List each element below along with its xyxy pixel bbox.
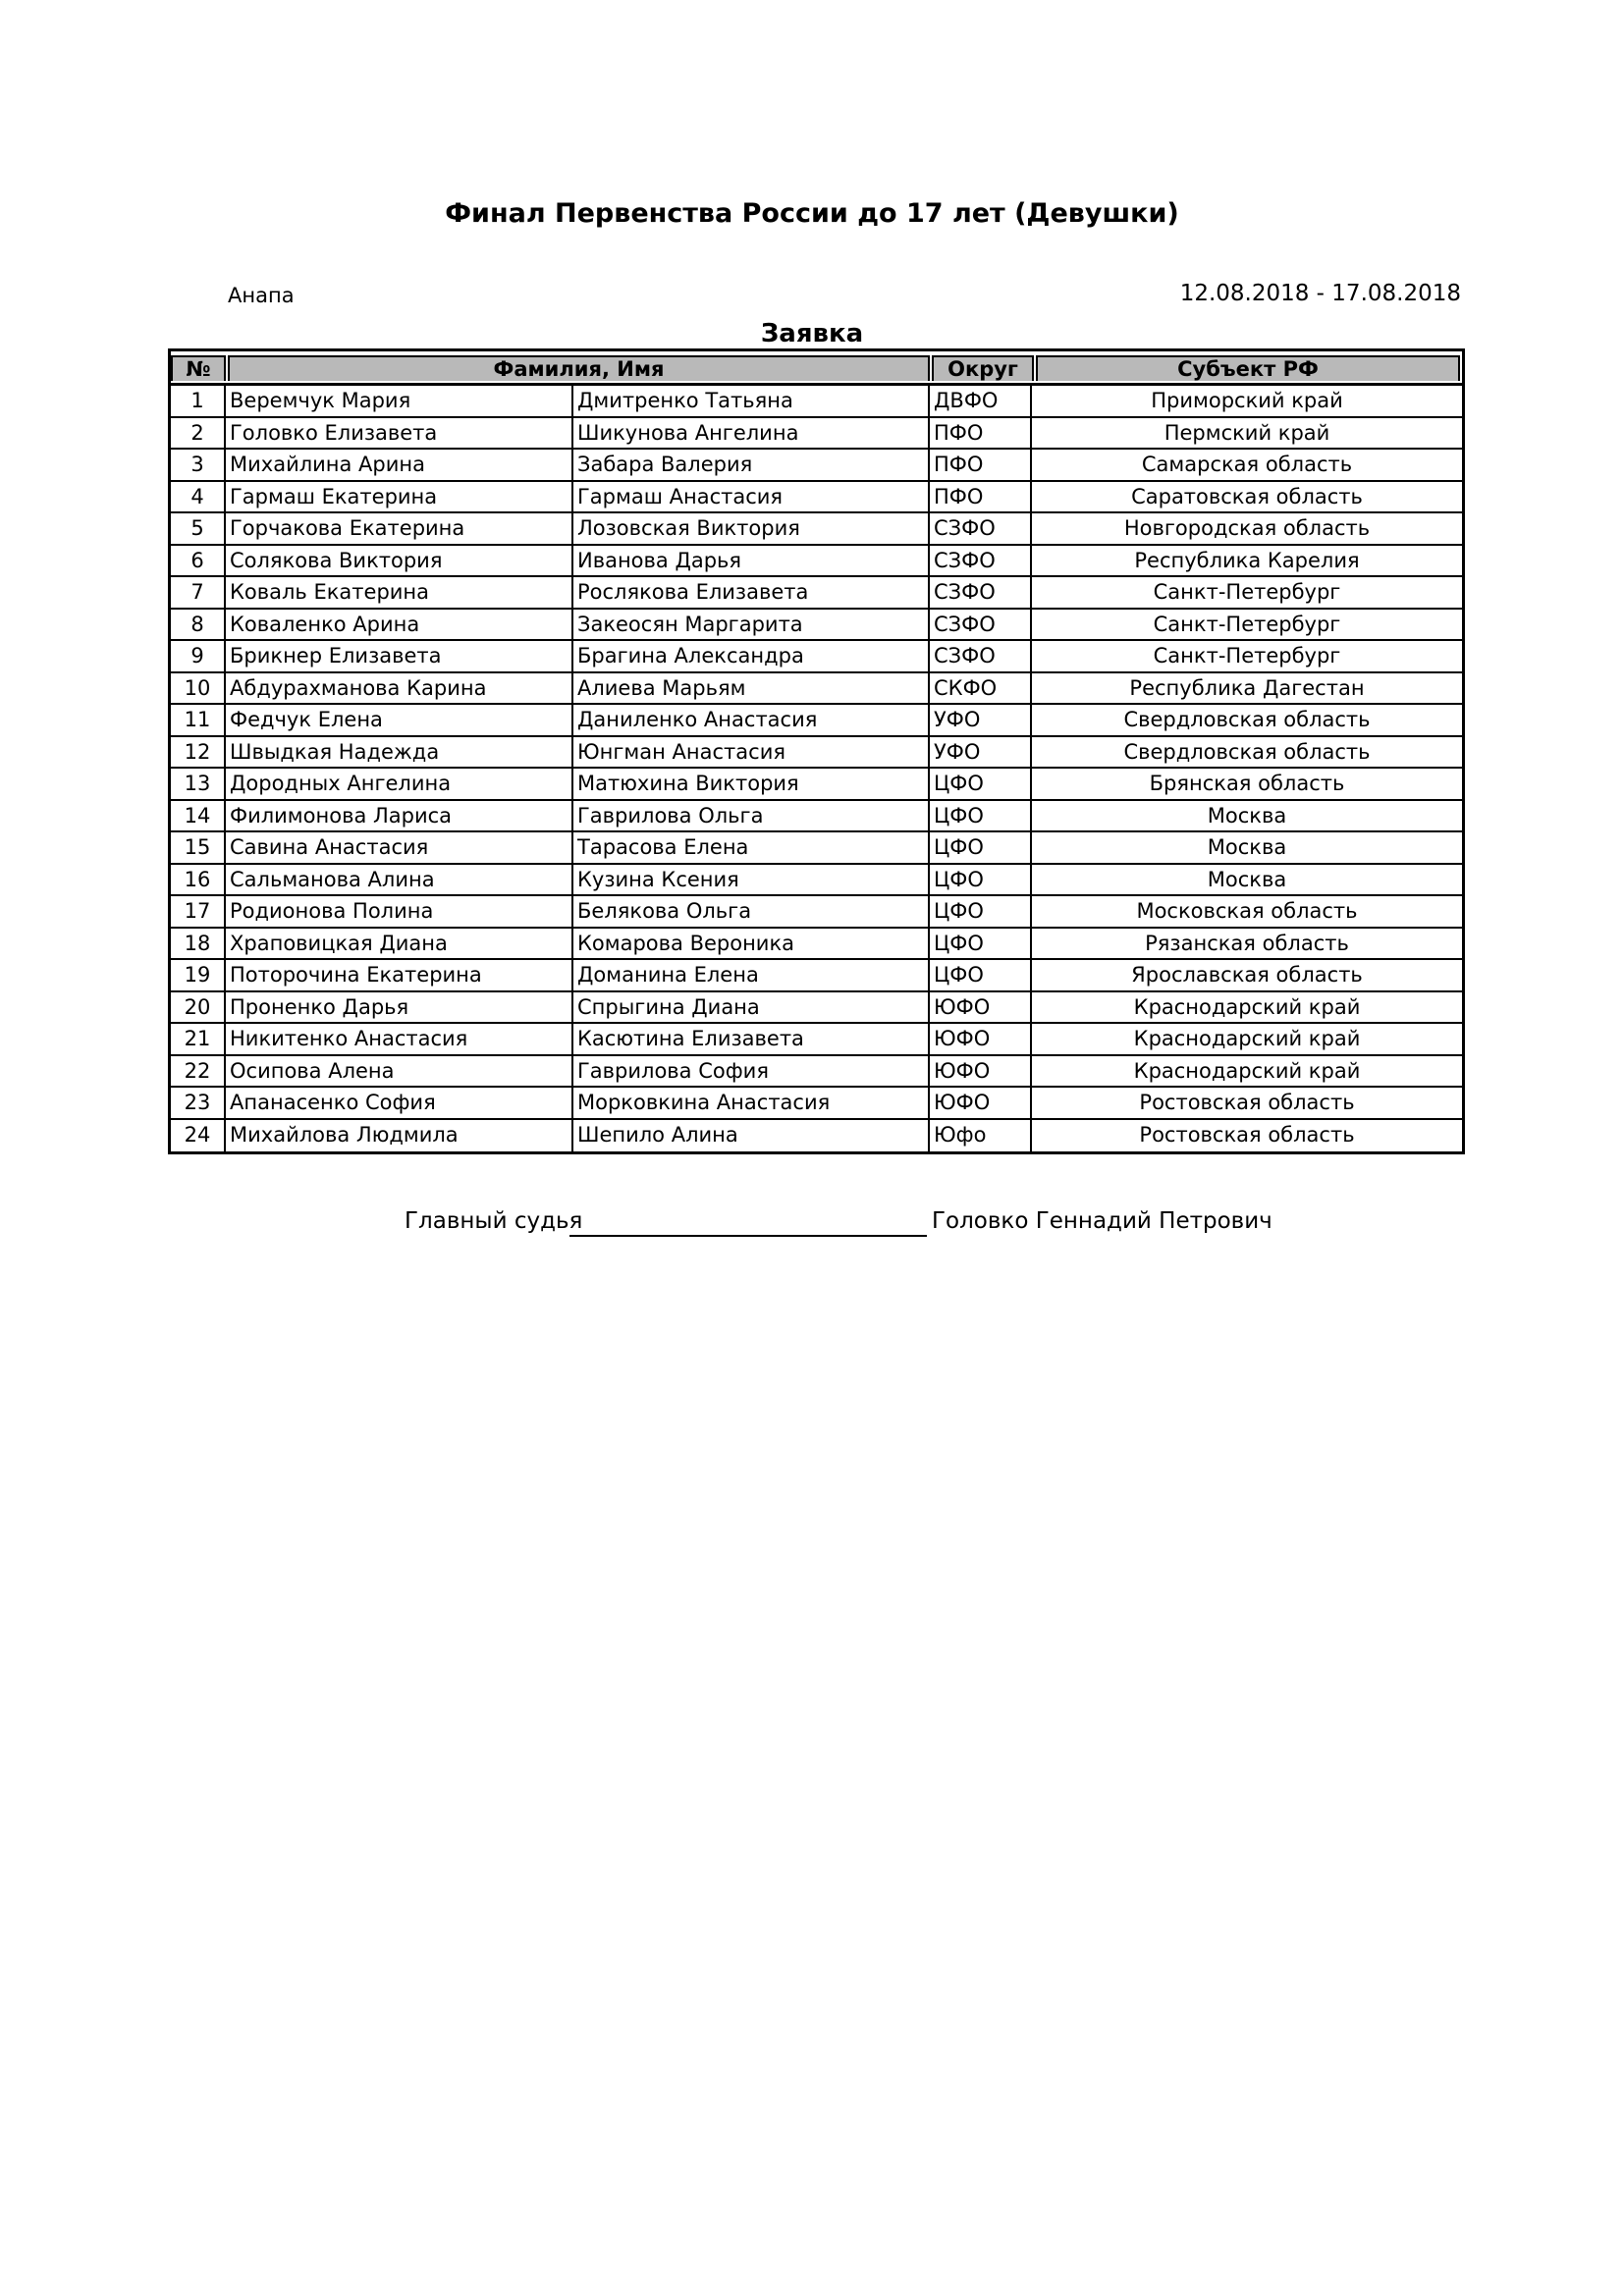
okrug-cell: ЮФО [930,992,1032,1023]
player-2-name: Забара Валерия [573,450,930,480]
okrug-cell: Юфо [930,1120,1032,1152]
player-1-name: Федчук Елена [226,705,573,735]
okrug-cell: ДВФО [930,386,1032,416]
subject-cell: Москва [1207,835,1287,859]
player-1-name: Абдурахманова Карина [226,673,573,704]
okrug-cell: СКФО [930,673,1032,704]
player-2-name: Шепило Алина [573,1120,930,1152]
okrug-cell: ЦФО [930,769,1032,799]
player-1-name: Горчакова Екатерина [226,513,573,544]
player-1-name: Брикнер Елизавета [226,641,573,671]
row-number: 19 [171,960,226,990]
city-label: Анапа [228,284,295,307]
row-number: 10 [171,673,226,704]
subject-cell: Рязанская область [1145,931,1349,955]
subject-cell: Приморский край [1151,389,1343,412]
table-row [171,832,1462,865]
table-row [171,1088,1462,1120]
row-number: 20 [171,992,226,1023]
subject-cell: Саратовская область [1131,484,1363,508]
player-1-name: Дородных Ангелина [226,769,573,799]
subject-cell: Санкт-Петербург [1153,612,1341,636]
table-header [171,351,1462,386]
table-row [171,386,1462,418]
okrug-cell: ЦФО [930,832,1032,863]
player-2-name: Дмитренко Татьяна [573,386,930,416]
player-1-name: Солякова Виктория [226,546,573,576]
player-2-name: Алиева Марьям [573,673,930,704]
subject-cell: Краснодарский край [1133,994,1361,1019]
row-number: 13 [171,769,226,799]
player-1-name: Сальманова Алина [226,865,573,895]
player-1-name: Поторочина Екатерина [226,960,573,990]
table-row [171,865,1462,897]
subject-cell: Свердловская область [1123,708,1371,731]
table-row [171,1056,1462,1089]
row-number: 11 [171,705,226,735]
player-1-name: Головко Елизавета [226,418,573,449]
table-row [171,801,1462,833]
player-1-name: Коваль Екатерина [226,577,573,608]
player-1-name: Гармаш Екатерина [226,482,573,512]
table-row [171,577,1462,610]
player-2-name: Гаврилова Ольга [573,801,930,831]
row-number: 9 [171,641,226,671]
player-1-name: Филимонова Лариса [226,801,573,831]
okrug-cell: ЮФО [930,1056,1032,1087]
row-number: 24 [171,1120,226,1152]
player-2-name: Белякова Ольга [573,896,930,927]
player-1-name: Родионова Полина [226,896,573,927]
okrug-cell: ПФО [930,482,1032,512]
okrug-cell: ЮФО [930,1088,1032,1118]
player-2-name: Брагина Александра [573,641,930,671]
column-header-okrug: Округ [932,355,1034,381]
player-1-name: Веремчук Мария [226,386,573,416]
player-1-name: Проненко Дарья [226,992,573,1023]
player-1-name: Никитенко Анастасия [226,1024,573,1054]
event-dates: 12.08.2018 - 17.08.2018 [1179,281,1461,306]
subject-cell: Ярославская область [1131,963,1363,987]
okrug-cell: СЗФО [930,610,1032,640]
table-row [171,673,1462,706]
table-row [171,450,1462,482]
judge-label: Главный судья [405,1208,583,1234]
okrug-cell: ЦФО [930,960,1032,990]
subject-cell: Москва [1207,803,1287,828]
row-number: 8 [171,610,226,640]
table-row [171,513,1462,546]
table-row [171,737,1462,770]
subject-cell: Новгородская область [1123,516,1371,540]
table-row [171,641,1462,673]
subject-cell: Республика Дагестан [1129,675,1365,700]
okrug-cell: ЦФО [930,801,1032,831]
okrug-cell: СЗФО [930,513,1032,544]
row-number: 23 [171,1088,226,1118]
player-1-name: Швыдкая Надежда [226,737,573,768]
okrug-cell: ПФО [930,418,1032,449]
row-number: 3 [171,450,226,480]
player-2-name: Юнгман Анастасия [573,737,930,768]
row-number: 7 [171,577,226,608]
row-number: 12 [171,737,226,768]
table-row [171,1120,1462,1152]
table-row [171,929,1462,961]
row-number: 6 [171,546,226,576]
player-2-name: Шикунова Ангелина [573,418,930,449]
player-2-name: Гаврилова София [573,1056,930,1087]
okrug-cell: ЦФО [930,865,1032,895]
player-2-name: Кузина Ксения [573,865,930,895]
row-number: 16 [171,865,226,895]
table-row [171,610,1462,642]
signature-line [569,1235,927,1237]
okrug-cell: ЦФО [930,896,1032,927]
subject-cell: Краснодарский край [1133,1027,1361,1050]
player-2-name: Доманина Елена [573,960,930,990]
table-row [171,992,1462,1025]
subject-cell: Ростовская область [1139,1091,1355,1114]
player-2-name: Касютина Елизавета [573,1024,930,1054]
row-number: 21 [171,1024,226,1054]
subject-cell: Санкт-Петербург [1153,644,1341,667]
player-2-name: Морковкина Анастасия [573,1088,930,1118]
player-2-name: Тарасова Елена [573,832,930,863]
row-number: 18 [171,929,226,959]
subject-cell: Самарская область [1141,453,1353,476]
player-1-name: Михайлова Людмила [226,1120,573,1152]
column-header-name: Фамилия, Имя [228,355,930,381]
okrug-cell: СЗФО [930,546,1032,576]
row-number: 15 [171,832,226,863]
entry-table [168,348,1465,1154]
table-row [171,1024,1462,1056]
subject-cell: Краснодарский край [1133,1058,1361,1083]
subject-cell: Брянская область [1149,772,1345,795]
row-number: 5 [171,513,226,544]
okrug-cell: УФО [930,705,1032,735]
row-number: 22 [171,1056,226,1087]
row-number: 17 [171,896,226,927]
player-2-name: Иванова Дарья [573,546,930,576]
player-1-name: Храповицкая Диана [226,929,573,959]
table-row [171,705,1462,737]
subject-cell: Республика Карелия [1134,548,1360,572]
table-row [171,482,1462,514]
row-number: 14 [171,801,226,831]
table-row [171,960,1462,992]
row-number: 2 [171,418,226,449]
subject-cell: Москва [1207,867,1287,891]
okrug-cell: ПФО [930,450,1032,480]
player-1-name: Апанасенко София [226,1088,573,1118]
table-body [171,386,1462,1151]
page-subtitle: Заявка [760,319,864,348]
subject-cell: Свердловская область [1123,739,1371,764]
column-header-subject: Субъект РФ [1036,355,1460,381]
row-number: 1 [171,386,226,416]
table-row [171,769,1462,801]
subject-cell: Ростовская область [1139,1122,1355,1147]
player-2-name: Лозовская Виктория [573,513,930,544]
player-1-name: Савина Анастасия [226,832,573,863]
player-2-name: Гармаш Анастасия [573,482,930,512]
player-1-name: Михайлина Арина [226,450,573,480]
player-2-name: Закеосян Маргарита [573,610,930,640]
page-title: Финал Первенства России до 17 лет (Девушки) [445,198,1179,229]
table-row [171,896,1462,929]
player-2-name: Даниленко Анастасия [573,705,930,735]
judge-name: Головко Геннадий Петрович [932,1208,1272,1234]
player-2-name: Рослякова Елизавета [573,577,930,608]
okrug-cell: ЦФО [930,929,1032,959]
okrug-cell: СЗФО [930,641,1032,671]
table-row [171,546,1462,578]
player-2-name: Матюхина Виктория [573,769,930,799]
column-header-number: № [171,355,226,381]
okrug-cell: СЗФО [930,577,1032,608]
player-2-name: Комарова Вероника [573,929,930,959]
player-1-name: Осипова Алена [226,1056,573,1087]
okrug-cell: ЮФО [930,1024,1032,1054]
row-number: 4 [171,482,226,512]
table-row [171,418,1462,451]
subject-cell: Санкт-Петербург [1153,580,1341,604]
player-1-name: Коваленко Арина [226,610,573,640]
subject-cell: Московская область [1136,899,1358,923]
subject-cell: Пермский край [1164,420,1330,445]
player-2-name: Спрыгина Диана [573,992,930,1023]
okrug-cell: УФО [930,737,1032,768]
